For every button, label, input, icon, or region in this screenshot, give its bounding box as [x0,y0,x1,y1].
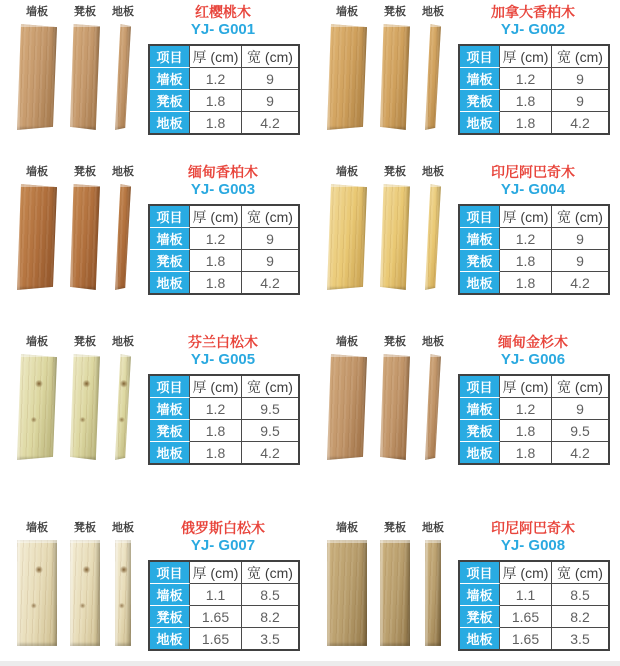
spec-width-value: 9 [552,250,608,272]
product-info [457,4,609,135]
product-card-g002 [310,0,620,160]
product-card-g001 [0,0,310,160]
spec-thickness-value: 1.65 [500,628,552,649]
spec-row-label: 墙板 [150,228,190,250]
product-info [457,164,609,295]
product-name: 印尼阿巴奇木 [491,164,575,180]
spec-width-value: 4.2 [260,114,280,131]
spec-header-thickness: 厚 (cm) [190,562,242,584]
spec-header-thickness: 厚 (cm) [500,376,552,398]
spec-header-item: 项目 [460,206,500,228]
spec-width-value: 4.2 [260,274,280,291]
spec-row-label: 地板 [460,628,500,649]
spec-width-value: 9 [552,228,608,250]
spec-thickness-value: 1.2 [190,398,242,420]
spec-thickness-value: 1.8 [500,90,552,112]
wall-board-label: 墙板 [26,522,48,534]
wall-board-column [327,166,367,290]
bench-board-label: 凳板 [74,166,96,178]
spec-row-label: 凳板 [460,250,500,272]
spec-table [148,374,300,465]
floor-board-column [112,522,134,646]
spec-header-thickness: 厚 (cm) [500,562,552,584]
spec-row-label: 凳板 [460,420,500,442]
bench-board-image [70,354,100,460]
spec-row-label: 墙板 [150,584,190,606]
product-name: 缅甸金杉木 [498,334,568,350]
bench-board-image [380,24,410,130]
wall-board-image [17,354,57,460]
spec-header-width: 宽 (cm) [552,562,608,584]
bench-board-label: 凳板 [384,166,406,178]
spec-header-width: 宽 (cm) [242,206,298,228]
product-model: YJ- G001 [190,21,256,38]
wall-board-label: 墙板 [26,166,48,178]
floor-board-image [115,184,131,290]
floor-board-label: 地板 [422,522,444,534]
product-info [147,334,299,465]
spec-header-item: 项目 [150,46,190,68]
wall-board-label: 墙板 [336,6,358,18]
spec-width-value: 8.2 [242,606,298,628]
spec-row-label: 墙板 [150,398,190,420]
floor-board-column [422,522,444,646]
wall-board-column [17,166,57,290]
bench-board-label: 凳板 [74,6,96,18]
product-card-g004 [310,160,620,330]
spec-header-thickness: 厚 (cm) [190,206,242,228]
wall-board-image [17,540,57,646]
product-model: YJ- G008 [500,537,566,554]
wall-board-image [327,540,367,646]
product-photos [14,6,154,130]
spec-thickness-value: 1.8 [190,272,242,293]
floor-board-label: 地板 [112,166,134,178]
floor-board-label: 地板 [422,336,444,348]
spec-width-value: 4.2 [260,444,280,461]
bench-board-column [70,6,100,130]
product-name: 印尼阿巴奇木 [491,520,575,536]
bench-board-image [70,184,100,290]
wall-board-label: 墙板 [336,166,358,178]
spec-thickness-value: 1.65 [190,606,242,628]
spec-width-value: 8.2 [552,606,608,628]
floor-board-label: 地板 [422,6,444,18]
wall-board-label: 墙板 [26,336,48,348]
product-card-g008 [310,500,620,666]
product-name: 俄罗斯白松木 [181,520,265,536]
product-name: 加拿大香柏木 [491,4,575,20]
floor-board-label: 地板 [112,6,134,18]
wall-board-label: 墙板 [336,336,358,348]
spec-thickness-value: 1.65 [500,606,552,628]
floor-board-image [115,24,131,130]
spec-table [148,44,300,135]
product-model: YJ- G003 [190,181,256,198]
spec-thickness-value: 1.8 [190,442,242,463]
floor-board-image [425,24,441,130]
spec-thickness-value: 1.8 [500,442,552,463]
wall-board-image [17,24,57,130]
spec-header-width: 宽 (cm) [242,46,298,68]
bench-board-column [380,522,410,646]
product-model: YJ- G005 [190,351,256,368]
floor-board-column [422,166,444,290]
bench-board-column [380,6,410,130]
spec-width-value: 8.5 [552,584,608,606]
spec-thickness-value: 1.1 [190,584,242,606]
spec-header-item: 项目 [460,46,500,68]
spec-row-label: 凳板 [150,90,190,112]
wall-board-column [327,6,367,130]
wall-board-image [327,24,367,130]
spec-thickness-value: 1.2 [500,398,552,420]
product-card-g006 [310,330,620,500]
product-card-g005 [0,330,310,500]
spec-thickness-value: 1.8 [190,250,242,272]
wall-board-column [327,336,367,460]
bench-board-image [380,354,410,460]
page-bottom-strip [0,661,620,666]
wall-board-image [327,354,367,460]
product-photos [324,336,464,460]
spec-table [458,44,610,135]
spec-row-label: 凳板 [460,606,500,628]
bench-board-image [70,24,100,130]
product-name: 缅甸香柏木 [188,164,258,180]
product-info [457,334,609,465]
bench-board-image [380,184,410,290]
floor-board-label: 地板 [422,166,444,178]
wall-board-column [327,522,367,646]
product-photos [14,166,154,290]
spec-header-thickness: 厚 (cm) [500,206,552,228]
spec-thickness-value: 1.8 [500,112,552,133]
spec-header-thickness: 厚 (cm) [190,46,242,68]
spec-width-value: 4.2 [570,274,590,291]
spec-header-width: 宽 (cm) [242,562,298,584]
spec-row-label: 凳板 [150,250,190,272]
product-card-g003 [0,160,310,330]
product-photos [324,6,464,130]
wall-board-image [327,184,367,290]
spec-thickness-value: 1.8 [190,420,242,442]
product-photos [324,522,464,646]
product-name: 红樱桃木 [195,4,251,20]
spec-header-item: 项目 [460,562,500,584]
spec-width-value: 9 [552,68,608,90]
spec-thickness-value: 1.65 [190,628,242,649]
wall-board-image [17,184,57,290]
spec-header-item: 项目 [150,562,190,584]
spec-row-label: 地板 [150,112,190,133]
spec-row-label: 墙板 [460,584,500,606]
spec-width-value: 3.5 [260,630,280,647]
wall-board-label: 墙板 [26,6,48,18]
product-name: 芬兰白松木 [188,334,258,350]
spec-row-label: 凳板 [150,420,190,442]
product-card-g007 [0,500,310,666]
product-model: YJ- G006 [500,351,566,368]
spec-header-thickness: 厚 (cm) [190,376,242,398]
spec-thickness-value: 1.8 [500,250,552,272]
product-photos [324,166,464,290]
spec-row-label: 地板 [150,628,190,649]
spec-width-value: 9 [242,228,298,250]
bench-board-image [70,540,100,646]
spec-thickness-value: 1.8 [500,272,552,293]
floor-board-label: 地板 [112,336,134,348]
bench-board-column [70,166,100,290]
spec-width-value: 9.5 [552,420,608,442]
spec-width-value: 4.2 [570,114,590,131]
bench-board-label: 凳板 [384,522,406,534]
spec-row-label: 地板 [460,272,500,293]
spec-row-label: 凳板 [150,606,190,628]
spec-table [458,374,610,465]
spec-thickness-value: 1.2 [190,228,242,250]
wall-board-column [17,6,57,130]
floor-board-label: 地板 [112,522,134,534]
product-info [147,164,299,295]
floor-board-image [425,184,441,290]
floor-board-image [425,540,441,646]
wall-board-column [17,522,57,646]
product-info [457,520,609,651]
spec-table [458,560,610,651]
spec-width-value: 4.2 [570,444,590,461]
bench-board-label: 凳板 [384,336,406,348]
spec-thickness-value: 1.8 [190,112,242,133]
bench-board-label: 凳板 [384,6,406,18]
spec-row-label: 墙板 [460,398,500,420]
spec-width-value: 9 [242,68,298,90]
spec-table [148,204,300,295]
spec-row-label: 地板 [460,442,500,463]
bench-board-column [380,166,410,290]
spec-table [458,204,610,295]
spec-row-label: 墙板 [460,228,500,250]
spec-header-width: 宽 (cm) [552,376,608,398]
spec-header-item: 项目 [150,206,190,228]
product-model: YJ- G007 [190,537,256,554]
product-model: YJ- G004 [500,181,566,198]
spec-row-label: 凳板 [460,90,500,112]
spec-thickness-value: 1.2 [190,68,242,90]
spec-row-label: 墙板 [460,68,500,90]
bench-board-image [380,540,410,646]
floor-board-column [112,336,134,460]
spec-table [148,560,300,651]
product-model: YJ- G002 [500,21,566,38]
bench-board-label: 凳板 [74,336,96,348]
spec-thickness-value: 1.8 [190,90,242,112]
spec-header-thickness: 厚 (cm) [500,46,552,68]
spec-width-value: 9.5 [242,420,298,442]
spec-header-width: 宽 (cm) [552,46,608,68]
floor-board-column [112,166,134,290]
spec-width-value: 9 [242,250,298,272]
spec-header-item: 项目 [150,376,190,398]
bench-board-column [380,336,410,460]
spec-header-width: 宽 (cm) [552,206,608,228]
spec-width-value: 9.5 [242,398,298,420]
product-info [147,4,299,135]
floor-board-column [422,336,444,460]
spec-width-value: 9 [552,398,608,420]
spec-width-value: 9 [242,90,298,112]
spec-thickness-value: 1.2 [500,228,552,250]
spec-width-value: 3.5 [570,630,590,647]
spec-width-value: 8.5 [242,584,298,606]
floor-board-column [422,6,444,130]
floor-board-image [425,354,441,460]
spec-thickness-value: 1.1 [500,584,552,606]
spec-thickness-value: 1.8 [500,420,552,442]
spec-row-label: 墙板 [150,68,190,90]
spec-header-width: 宽 (cm) [242,376,298,398]
wall-board-label: 墙板 [336,522,358,534]
product-photos [14,522,154,646]
spec-row-label: 地板 [150,442,190,463]
spec-header-item: 项目 [460,376,500,398]
product-photos [14,336,154,460]
spec-row-label: 地板 [460,112,500,133]
spec-row-label: 地板 [150,272,190,293]
floor-board-image [115,540,131,646]
wall-board-column [17,336,57,460]
bench-board-label: 凳板 [74,522,96,534]
spec-thickness-value: 1.2 [500,68,552,90]
floor-board-image [115,354,131,460]
floor-board-column [112,6,134,130]
bench-board-column [70,336,100,460]
bench-board-column [70,522,100,646]
spec-width-value: 9 [552,90,608,112]
product-info [147,520,299,651]
